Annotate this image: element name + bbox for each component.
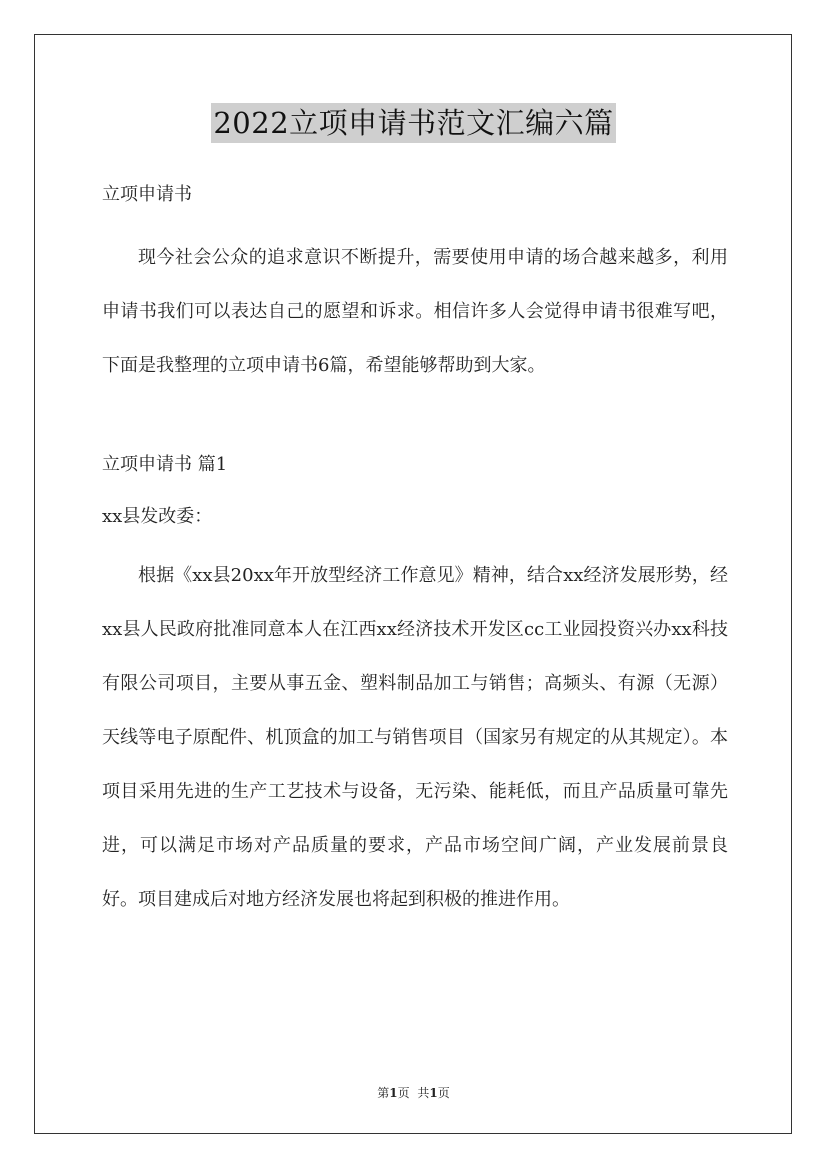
footer-page-suffix: 页 [397, 1086, 410, 1100]
section1-paragraph: 根据《xx县20xx年开放型经济工作意见》精神，结合xx经济发展形势，经xx县人民政府批准同意本人在江西xx经济技术开发区cc工业园投资兴办xx科技有限公司项目，主要从事五金、塑料制品加工与销售；高频头、有源（无源）天线等电子原配件、机顶盒的加工与销售项目（国家另有规定的从其规定）。本项目采用先进的生产工艺技术与设备，无污染、能耗低，而且产品质量可靠先进，可以满足市场对产品质量的要求，产品市场空间广阔，产业发展前景良好。项目建成后对地方经济发展也将起到积极的推进作用。 [102, 565, 728, 910]
footer-page-number: 1 [389, 1086, 398, 1100]
footer-page-prefix: 第 [377, 1086, 390, 1100]
footer-total-suffix: 页 [437, 1086, 450, 1100]
intro-paragraph: 现今社会公众的追求意识不断提升，需要使用申请的场合越来越多，利用申请书我们可以表达自己的愿望和诉求。相信许多人会觉得申请书很难写吧，下面是我整理的立项申请书6篇，希望能够帮助到大家。 [102, 247, 728, 376]
page-footer [0, 1084, 827, 1101]
intro-heading: 立项申请书 [102, 184, 192, 205]
document-body [102, 177, 728, 927]
document-title: 2022立项申请书范文汇编六篇 [211, 103, 615, 143]
footer-total-prefix: 共 [417, 1086, 430, 1100]
section1-salutation: xx县发改委： [102, 506, 213, 527]
section-spacer [102, 393, 728, 447]
section1-heading: 立项申请书 篇1 [102, 454, 228, 475]
footer-total-number: 1 [429, 1086, 438, 1100]
title-wrapper [0, 103, 827, 143]
